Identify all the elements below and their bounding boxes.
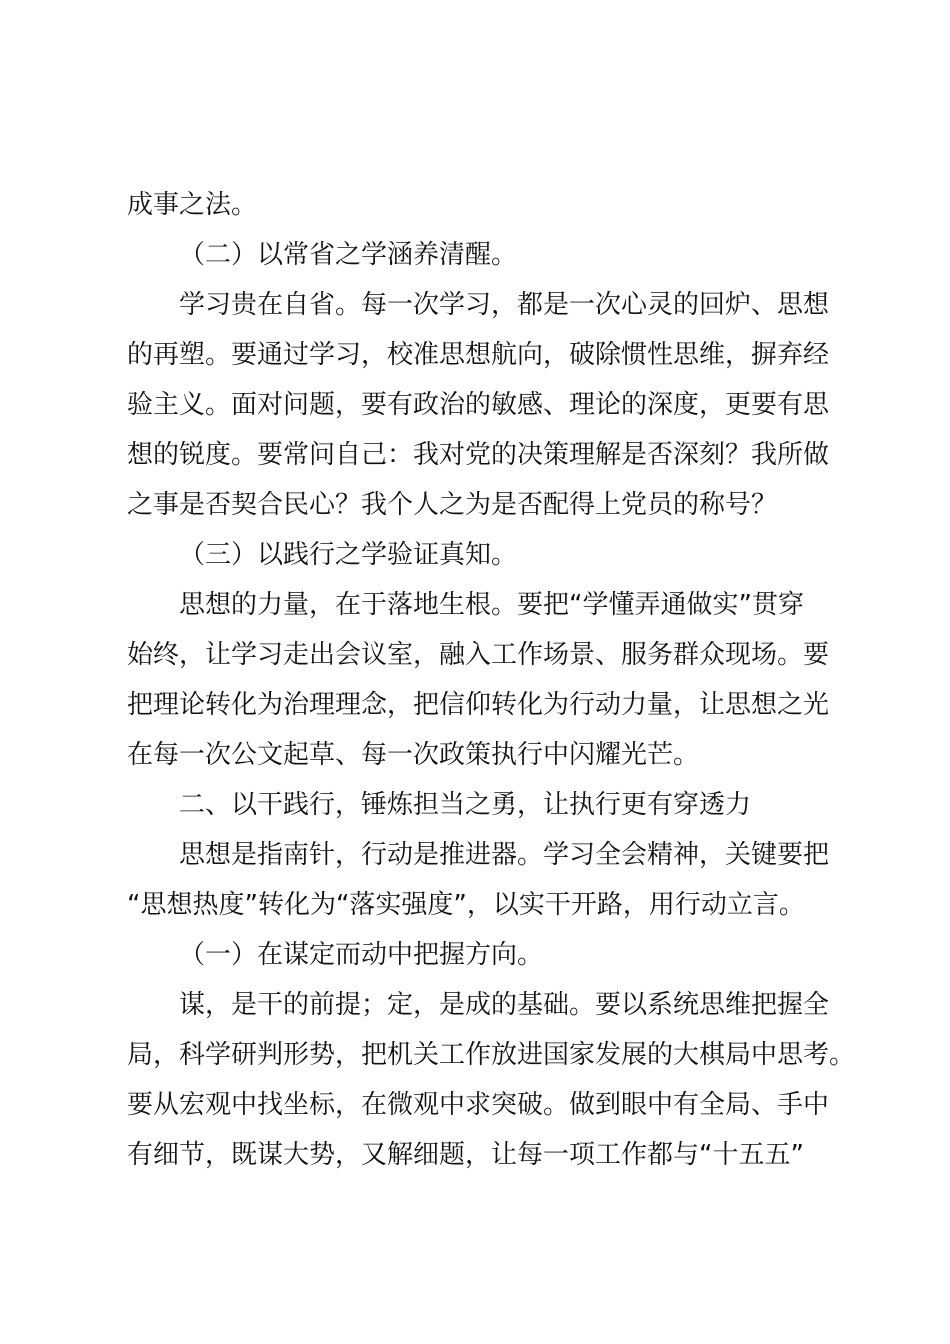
text-line: 思想的力量，在于落地生根。要把“学懂弄通做实”贯穿 xyxy=(179,590,804,620)
text-line: 思想是指南针，行动是推进器。学习全会精神，关键要把 xyxy=(179,840,830,870)
paragraph-compass xyxy=(127,830,837,930)
text-line: 把理论转化为治理理念，把信仰转化为行动力量，让思想之光 xyxy=(127,690,830,720)
paragraph-self-reflection xyxy=(127,280,837,530)
text-line: 验主义。面对问题，要有政治的敏感、理论的深度，更要有思 xyxy=(127,390,830,420)
text-line: （二）以常省之学涵养清醒。 xyxy=(179,240,518,270)
text-line: 的再塑。要通过学习，校准思想航向，破除惯性思维，摒弃经 xyxy=(127,340,830,370)
text-line: 谋，是干的前提；定，是成的基础。要以系统思维把握全 xyxy=(179,990,830,1020)
text-line: 二、以干践行，锤炼担当之勇，让执行更有穿透力 xyxy=(179,790,752,820)
section-heading-1 xyxy=(127,930,837,980)
chapter-heading-2 xyxy=(127,780,837,830)
text-line: 始终，让学习走出会议室，融入工作场景、服务群众现场。要 xyxy=(127,640,830,670)
text-line: （三）以践行之学验证真知。 xyxy=(179,540,518,570)
document-body xyxy=(127,180,856,1180)
text-line: 有细节，既谋大势，又解细题，让每一项工作都与“十五五” xyxy=(127,1140,804,1170)
text-line: 局，科学研判形势，把机关工作放进国家发展的大棋局中思考。 xyxy=(127,1040,856,1070)
text-line: 要从宏观中找坐标，在微观中求突破。做到眼中有全局、手中 xyxy=(127,1090,830,1120)
text-line: 想的锐度。要常问自己：我对党的决策理解是否深刻？我所做 xyxy=(127,440,830,470)
section-heading-2 xyxy=(127,230,837,280)
text-line: 学习贵在自省。每一次学习，都是一次心灵的回炉、思想 xyxy=(179,290,830,320)
text-line: 成事之法。 xyxy=(127,190,258,220)
text-line: （一）在谋定而动中把握方向。 xyxy=(179,940,544,970)
paragraph-planning xyxy=(127,980,856,1180)
paragraph-continuation xyxy=(127,180,837,230)
paragraph-practice xyxy=(127,580,837,780)
text-line: 在每一次公文起草、每一次政策执行中闪耀光芒。 xyxy=(127,740,700,770)
text-line: 之事是否契合民心？我个人之为是否配得上党员的称号？ xyxy=(127,490,778,520)
text-line: “思想热度”转化为“落实强度”，以实干开路，用行动立言。 xyxy=(127,890,805,920)
section-heading-3 xyxy=(127,530,837,580)
